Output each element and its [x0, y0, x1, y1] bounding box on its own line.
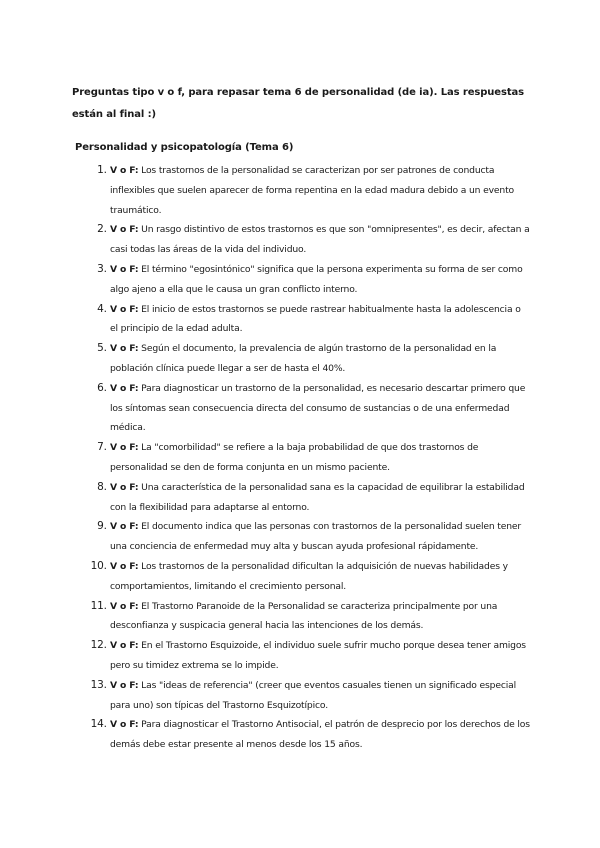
- question-item: [110, 636, 530, 676]
- question-text: La "comorbilidad" se refiere a la baja probabilidad de que dos trastornos de personalidad se den de forma conjunta en un mismo paciente.: [110, 442, 479, 473]
- question-text: El documento indica que las personas con trastornos de la personalidad suelen tener una conciencia de enfermedad muy alta y buscan ayuda profesional rápidamente.: [110, 521, 522, 553]
- intro-text: Preguntas tipo v o f, para repasar tema 6 de personalidad (de ia). Las respuestas están al final :): [72, 87, 525, 120]
- question-text: Según el documento, la prevalencia de algún trastorno de la personalidad en la población clínica puede llegar a ser de hasta el 40%.: [110, 343, 497, 374]
- question-item: [110, 220, 530, 260]
- true-false-label: V o F:: [110, 521, 139, 533]
- question-text: Los trastornos de la personalidad se caracterizan por ser patrones de conducta inflexibles que suelen aparecer de forma repentina en la edad madura debido a un evento traumático.: [110, 165, 515, 216]
- true-false-label: V o F:: [110, 600, 139, 612]
- true-false-label: V o F:: [110, 303, 139, 315]
- true-false-label: V o F:: [110, 263, 139, 275]
- question-item: [110, 715, 530, 755]
- true-false-label: V o F:: [110, 481, 139, 493]
- true-false-label: V o F:: [110, 560, 139, 572]
- question-text: Las "ideas de referencia" (creer que eventos casuales tienen un significado especial para uno) son típicas del Trastorno Esquizotípico.: [110, 679, 517, 711]
- question-text: En el Trastorno Esquizoide, el individuo suele sufrir mucho porque desea tener amigos pero su timidez extrema se lo impide.: [110, 640, 526, 671]
- question-text: Para diagnosticar el Trastorno Antisocial, el patrón de desprecio por los derechos de los demás debe estar presente al menos desde los 15 años.: [110, 719, 530, 751]
- question-item: [110, 517, 530, 557]
- question-text: El término "egosintónico" significa que la persona experimenta su forma de ser como algo ajeno a ella que le causa un gran conflicto interno.: [110, 263, 523, 295]
- question-item: [110, 676, 530, 716]
- question-item: [110, 300, 530, 340]
- question-text: Los trastornos de la personalidad dificultan la adquisición de nuevas habilidades y comportamientos, limitando el crecimiento personal.: [110, 560, 508, 592]
- question-text: Un rasgo distintivo de estos trastornos es que son "omnipresentes", es decir, afectan a casi todas las áreas de la vida del individuo.: [110, 224, 530, 256]
- true-false-label: V o F:: [110, 224, 139, 236]
- question-item: [110, 379, 530, 438]
- section-title: Personalidad y psicopatología (Tema 6): [75, 142, 294, 153]
- question-item: [110, 557, 530, 597]
- question-item: [110, 161, 530, 220]
- true-false-label: V o F:: [110, 343, 139, 355]
- true-false-label: V o F:: [110, 679, 139, 691]
- true-false-label: V o F:: [110, 442, 139, 454]
- question-text: El Trastorno Paranoide de la Personalidad se caracteriza principalmente por una desconfianza y suspicacia general hacia las intenciones de los demás.: [110, 600, 498, 632]
- question-text: El inicio de estos trastornos se puede rastrear habitualmente hasta la adolescencia o el principio de la edad adulta.: [110, 303, 521, 335]
- question-text: Una característica de la personalidad sana es la capacidad de equilibrar la estabilidad con la flexibilidad para adaptarse al entorno.: [110, 481, 525, 513]
- true-false-label: V o F:: [110, 719, 139, 731]
- question-item: [110, 478, 530, 518]
- true-false-label: V o F:: [110, 165, 139, 176]
- question-item: [110, 260, 530, 300]
- question-item: [110, 597, 530, 637]
- question-item: [110, 339, 530, 379]
- question-item: [110, 438, 530, 478]
- question-list: [72, 161, 530, 755]
- true-false-label: V o F:: [110, 640, 139, 652]
- true-false-label: V o F:: [110, 382, 139, 394]
- question-text: Para diagnosticar un trastorno de la personalidad, es necesario descartar primero que los síntomas sean consecuencia directa del consumo de sustancias o de una enfermedad médica.: [110, 382, 526, 434]
